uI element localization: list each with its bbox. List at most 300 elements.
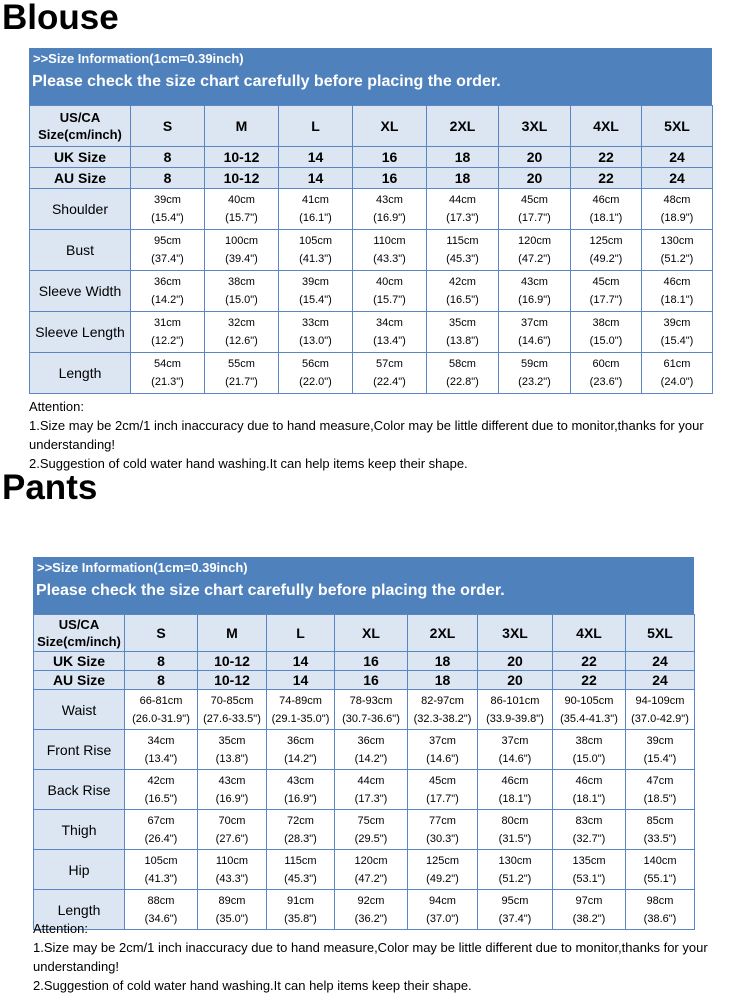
blouse-cm-value: 39cm xyxy=(663,317,691,329)
blouse-measure-cell xyxy=(499,353,571,394)
pants-cm-value: 37cm xyxy=(501,734,529,747)
pants-cm-value: 78-93cm xyxy=(349,694,393,707)
blouse-cm-value: 59cm xyxy=(521,358,548,370)
blouse-measure-cell xyxy=(571,230,642,271)
pants-cm-value: 46cm xyxy=(575,774,603,787)
pants-inch-value: (17.3") xyxy=(354,792,388,805)
blouse-cm-value: 120cm xyxy=(517,235,552,247)
blouse-attention-1: 1.Size may be 2cm/1 inch inaccuracy due to hand measure,Color may be little different due to monitor,thanks for your understanding! xyxy=(29,418,704,452)
pants-inch-value: (13.8") xyxy=(215,752,249,765)
blouse-uk-size: 22 xyxy=(571,147,642,168)
pants-cm-value: 38cm xyxy=(575,734,603,747)
blouse-inch-value: (15.4") xyxy=(299,294,332,306)
blouse-cm-value: 39cm xyxy=(302,276,329,288)
blouse-cm-value: 45cm xyxy=(592,276,620,288)
pants-measure-cell xyxy=(478,770,553,810)
pants-cm-value: 39cm xyxy=(646,734,674,747)
blouse-cm-value: 43cm xyxy=(521,276,548,288)
pants-au-label: AU Size xyxy=(34,671,125,690)
blouse-au-size: 18 xyxy=(427,168,499,189)
pants-measure-cell xyxy=(198,690,267,730)
pants-inch-value: (14.6") xyxy=(498,752,532,765)
blouse-au-size: 20 xyxy=(499,168,571,189)
pants-banner xyxy=(33,557,694,614)
pants-cm-value: 37cm xyxy=(429,734,456,747)
pants-measure-cell xyxy=(553,770,626,810)
blouse-measure-cell xyxy=(279,230,353,271)
pants-cm-value: 135cm xyxy=(572,854,606,867)
pants-inch-value: (28.3") xyxy=(284,832,317,845)
pants-measure-row xyxy=(34,770,695,810)
pants-uk-size: 22 xyxy=(553,652,626,671)
pants-attention-1: 1.Size may be 2cm/1 inch inaccuracy due to hand measure,Color may be little different due to monitor,thanks for your understanding! xyxy=(33,940,708,974)
blouse-measure-label: Sleeve Width xyxy=(30,271,131,312)
pants-inch-value: (37.4") xyxy=(498,912,532,925)
blouse-table xyxy=(29,105,713,394)
blouse-measure-cell xyxy=(353,189,427,230)
pants-measure-cell xyxy=(626,810,695,850)
pants-measure-label: Front Rise xyxy=(34,730,125,770)
blouse-cm-value: 40cm xyxy=(228,194,255,206)
blouse-measure-cell xyxy=(642,189,713,230)
blouse-cm-value: 44cm xyxy=(449,194,476,206)
pants-measure-cell xyxy=(267,770,335,810)
blouse-inch-value: (22.4") xyxy=(373,376,406,388)
pants-inch-value: (18.5") xyxy=(643,792,677,805)
blouse-inch-value: (13.8") xyxy=(446,335,479,347)
blouse-measure-cell xyxy=(131,189,205,230)
pants-cm-value: 82-97cm xyxy=(421,694,464,707)
pants-cm-value: 67cm xyxy=(147,814,175,827)
pants-measure-cell xyxy=(198,730,267,770)
blouse-inch-value: (15.7") xyxy=(373,294,406,306)
blouse-au-size: 8 xyxy=(131,168,205,189)
blouse-cm-value: 60cm xyxy=(592,358,620,370)
blouse-cm-value: 100cm xyxy=(224,235,259,247)
blouse-inch-value: (21.3") xyxy=(151,376,184,388)
pants-cm-value: 45cm xyxy=(429,774,456,787)
pants-au-size: 20 xyxy=(478,671,553,690)
pants-measure-cell xyxy=(335,850,408,890)
pants-measure-cell xyxy=(626,690,695,730)
blouse-cm-value: 35cm xyxy=(449,317,476,329)
blouse-au-size: 10-12 xyxy=(205,168,279,189)
blouse-measure-cell xyxy=(427,312,499,353)
pants-measure-cell xyxy=(408,770,478,810)
blouse-measure-cell xyxy=(499,312,571,353)
pants-measure-cell xyxy=(125,690,198,730)
pants-size-4xl: 4XL xyxy=(553,615,626,652)
blouse-cm-value: 46cm xyxy=(592,194,620,206)
pants-measure-cell xyxy=(553,730,626,770)
pants-uk-size: 10-12 xyxy=(198,652,267,671)
pants-measure-cell xyxy=(267,850,335,890)
blouse-inch-value: (24.0") xyxy=(660,376,694,388)
blouse-measure-cell xyxy=(353,353,427,394)
blouse-measure-cell xyxy=(499,189,571,230)
pants-size-5xl: 5XL xyxy=(626,615,695,652)
pants-cm-value: 95cm xyxy=(501,894,529,907)
blouse-measure-cell xyxy=(131,353,205,394)
blouse-cm-value: 58cm xyxy=(449,358,476,370)
pants-inch-value: (47.2") xyxy=(354,872,388,885)
pants-size-3xl: 3XL xyxy=(478,615,553,652)
blouse-cm-value: 40cm xyxy=(376,276,403,288)
blouse-cm-value: 41cm xyxy=(302,194,329,206)
blouse-au-size: 22 xyxy=(571,168,642,189)
pants-measure-cell xyxy=(553,810,626,850)
pants-uk-size: 20 xyxy=(478,652,553,671)
blouse-inch-value: (15.0") xyxy=(589,335,623,347)
blouse-cm-value: 36cm xyxy=(154,276,181,288)
blouse-measure-cell xyxy=(131,312,205,353)
blouse-inch-value: (47.2") xyxy=(518,253,551,265)
blouse-cm-value: 61cm xyxy=(663,358,691,370)
pants-inch-value: (15.4") xyxy=(643,752,677,765)
pants-au-size: 16 xyxy=(335,671,408,690)
blouse-measure-cell xyxy=(205,189,279,230)
pants-inch-value: (45.3") xyxy=(284,872,317,885)
pants-inch-value: (16.5") xyxy=(144,792,178,805)
blouse-attention-2: 2.Suggestion of cold water hand washing.It can help items keep their shape. xyxy=(29,456,468,471)
blouse-measure-cell xyxy=(205,230,279,271)
blouse-inch-value: (14.2") xyxy=(151,294,184,306)
pants-cm-value: 74-89cm xyxy=(279,694,322,707)
blouse-banner xyxy=(29,48,712,105)
blouse-size-5xl: 5XL xyxy=(642,106,713,147)
pants-inch-value: (14.2") xyxy=(354,752,388,765)
pants-cm-value: 120cm xyxy=(354,854,388,867)
pants-size-xl: XL xyxy=(335,615,408,652)
pants-measure-cell xyxy=(335,770,408,810)
pants-inch-value: (30.3") xyxy=(426,832,459,845)
blouse-measure-cell xyxy=(642,312,713,353)
blouse-measure-row xyxy=(30,312,713,353)
pants-cm-value: 140cm xyxy=(643,854,677,867)
pants-inch-value: (17.7") xyxy=(426,792,459,805)
blouse-measure-cell xyxy=(571,271,642,312)
pants-measure-cell xyxy=(626,770,695,810)
blouse-size-3xl: 3XL xyxy=(499,106,571,147)
pants-au-size: 10-12 xyxy=(198,671,267,690)
blouse-inch-value: (41.3") xyxy=(299,253,332,265)
blouse-size-m: M xyxy=(205,106,279,147)
pants-measure-cell xyxy=(408,690,478,730)
blouse-cm-value: 54cm xyxy=(154,358,181,370)
blouse-cm-value: 31cm xyxy=(154,317,181,329)
pants-measure-cell xyxy=(267,810,335,850)
pants-cm-value: 91cm xyxy=(287,894,314,907)
blouse-uk-row xyxy=(30,147,713,168)
blouse-size-chart xyxy=(29,48,712,394)
blouse-measure-cell xyxy=(427,353,499,394)
pants-inch-value: (35.8") xyxy=(284,912,317,925)
pants-measure-row xyxy=(34,810,695,850)
blouse-inch-value: (16.1") xyxy=(299,212,332,224)
pants-cm-value: 94-109cm xyxy=(635,694,685,707)
pants-inch-value: (13.4") xyxy=(144,752,178,765)
pants-header-row xyxy=(34,615,695,652)
blouse-cm-value: 105cm xyxy=(298,235,333,247)
pants-inch-value: (18.1") xyxy=(572,792,606,805)
pants-cm-value: 70-85cm xyxy=(210,694,254,707)
pants-cm-value: 36cm xyxy=(287,734,314,747)
pants-au-size: 22 xyxy=(553,671,626,690)
blouse-measure-cell xyxy=(131,271,205,312)
pants-measure-cell xyxy=(478,850,553,890)
blouse-measure-row xyxy=(30,189,713,230)
pants-au-size: 18 xyxy=(408,671,478,690)
pants-measure-cell xyxy=(335,810,408,850)
pants-measure-cell xyxy=(553,690,626,730)
pants-measure-cell xyxy=(267,690,335,730)
pants-inch-value: (35.4-41.3") xyxy=(560,712,618,725)
pants-cm-value: 43cm xyxy=(218,774,246,787)
blouse-inch-value: (14.6") xyxy=(518,335,551,347)
pants-cm-value: 98cm xyxy=(646,894,674,907)
blouse-inch-value: (17.7") xyxy=(589,294,623,306)
blouse-cm-value: 33cm xyxy=(302,317,329,329)
pants-cm-value: 92cm xyxy=(357,894,385,907)
blouse-inch-value: (22.8") xyxy=(446,376,479,388)
pants-measure-cell xyxy=(553,850,626,890)
blouse-uk-size: 8 xyxy=(131,147,205,168)
pants-size-info: >>Size Information(1cm=0.39inch) xyxy=(37,560,248,575)
pants-inch-value: (27.6") xyxy=(215,832,249,845)
pants-measure-cell xyxy=(408,810,478,850)
pants-measure-cell xyxy=(125,730,198,770)
blouse-au-row xyxy=(30,168,713,189)
pants-cm-value: 110cm xyxy=(215,854,249,867)
pants-cm-value: 88cm xyxy=(147,894,175,907)
pants-uk-size: 14 xyxy=(267,652,335,671)
blouse-inch-value: (12.6") xyxy=(225,335,258,347)
pants-uk-label: UK Size xyxy=(34,652,125,671)
pants-inch-value: (16.9") xyxy=(284,792,317,805)
blouse-measure-cell xyxy=(353,230,427,271)
pants-inch-value: (38.6") xyxy=(643,912,677,925)
pants-measure-label: Length xyxy=(34,890,125,930)
blouse-au-size: 24 xyxy=(642,168,713,189)
pants-inch-value: (33.9-39.8") xyxy=(486,712,544,725)
pants-uk-row xyxy=(34,652,695,671)
pants-measure-cell xyxy=(626,730,695,770)
blouse-size-2xl: 2XL xyxy=(427,106,499,147)
blouse-measure-cell xyxy=(427,189,499,230)
pants-inch-value: (32.7") xyxy=(572,832,606,845)
blouse-attention-title: Attention: xyxy=(29,399,84,414)
blouse-notice: Please check the size chart carefully before placing the order. xyxy=(32,73,501,90)
blouse-inch-value: (12.2") xyxy=(151,335,184,347)
pants-measure-cell xyxy=(478,810,553,850)
blouse-measure-cell xyxy=(353,271,427,312)
blouse-size-4xl: 4XL xyxy=(571,106,642,147)
blouse-inch-value: (15.7") xyxy=(225,212,258,224)
blouse-inch-value: (21.7") xyxy=(225,376,258,388)
blouse-cm-value: 95cm xyxy=(154,235,181,247)
pants-size-l: L xyxy=(267,615,335,652)
blouse-cm-value: 57cm xyxy=(376,358,403,370)
blouse-header-row xyxy=(30,106,713,147)
pants-measure-cell xyxy=(125,810,198,850)
pants-attention-title: Attention: xyxy=(33,921,88,936)
pants-inch-value: (29.5") xyxy=(354,832,388,845)
blouse-inch-value: (17.3") xyxy=(446,212,479,224)
blouse-uk-size: 14 xyxy=(279,147,353,168)
blouse-cm-value: 130cm xyxy=(660,235,694,247)
blouse-measure-cell xyxy=(279,312,353,353)
pants-measure-cell xyxy=(408,730,478,770)
pants-cm-value: 89cm xyxy=(218,894,246,907)
blouse-inch-value: (37.4") xyxy=(151,253,184,265)
pants-inch-value: (27.6-33.5") xyxy=(203,712,261,725)
blouse-measure-cell xyxy=(571,353,642,394)
pants-measure-cell xyxy=(267,730,335,770)
pants-cm-value: 85cm xyxy=(646,814,674,827)
pants-size-s: S xyxy=(125,615,198,652)
blouse-inch-value: (23.2") xyxy=(518,376,551,388)
pants-measure-label: Waist xyxy=(34,690,125,730)
blouse-measure-cell xyxy=(279,271,353,312)
pants-inch-value: (35.0") xyxy=(215,912,249,925)
pants-inch-value: (55.1") xyxy=(643,872,677,885)
pants-inch-value: (15.0") xyxy=(572,752,606,765)
blouse-measure-cell xyxy=(642,230,713,271)
blouse-inch-value: (49.2") xyxy=(589,253,623,265)
blouse-measure-label: Shoulder xyxy=(30,189,131,230)
blouse-measure-row xyxy=(30,353,713,394)
blouse-cm-value: 48cm xyxy=(663,194,691,206)
pants-measure-cell xyxy=(478,730,553,770)
blouse-measure-cell xyxy=(279,189,353,230)
pants-table xyxy=(33,614,695,930)
blouse-measure-cell xyxy=(205,271,279,312)
pants-measure-row xyxy=(34,850,695,890)
blouse-inch-value: (13.0") xyxy=(299,335,332,347)
pants-cm-value: 125cm xyxy=(425,854,460,867)
blouse-cm-value: 37cm xyxy=(521,317,548,329)
blouse-au-size: 16 xyxy=(353,168,427,189)
blouse-measure-row xyxy=(30,230,713,271)
pants-cm-value: 46cm xyxy=(501,774,529,787)
pants-inch-value: (31.5") xyxy=(498,832,532,845)
pants-measure-cell xyxy=(408,850,478,890)
blouse-uk-size: 10-12 xyxy=(205,147,279,168)
pants-inch-value: (37.0-42.9") xyxy=(631,712,689,725)
blouse-measure-cell xyxy=(642,353,713,394)
blouse-measure-label: Bust xyxy=(30,230,131,271)
blouse-uk-size: 18 xyxy=(427,147,499,168)
pants-cm-value: 47cm xyxy=(646,774,674,787)
blouse-inch-value: (17.7") xyxy=(518,212,551,224)
pants-inch-value: (26.4") xyxy=(144,832,178,845)
pants-measure-label: Thigh xyxy=(34,810,125,850)
pants-inch-value: (49.2") xyxy=(426,872,459,885)
blouse-inch-value: (43.3") xyxy=(373,253,406,265)
pants-notice: Please check the size chart carefully before placing the order. xyxy=(36,582,505,599)
blouse-measure-cell xyxy=(499,230,571,271)
blouse-measure-cell xyxy=(279,353,353,394)
pants-uk-size: 18 xyxy=(408,652,478,671)
blouse-inch-value: (18.9") xyxy=(660,212,694,224)
blouse-au-label: AU Size xyxy=(30,168,131,189)
pants-uk-size: 8 xyxy=(125,652,198,671)
blouse-size-s: S xyxy=(131,106,205,147)
pants-cm-value: 77cm xyxy=(429,814,456,827)
pants-inch-value: (16.9") xyxy=(215,792,249,805)
blouse-header-label: US/CA Size(cm/inch) xyxy=(30,106,131,147)
blouse-measure-label: Sleeve Length xyxy=(30,312,131,353)
blouse-measure-cell xyxy=(571,189,642,230)
blouse-uk-size: 20 xyxy=(499,147,571,168)
blouse-cm-value: 56cm xyxy=(302,358,329,370)
blouse-cm-value: 45cm xyxy=(521,194,548,206)
blouse-measure-cell xyxy=(131,230,205,271)
blouse-inch-value: (51.2") xyxy=(660,253,694,265)
pants-size-m: M xyxy=(198,615,267,652)
blouse-inch-value: (18.1") xyxy=(660,294,694,306)
pants-measure-row xyxy=(34,690,695,730)
pants-measure-label: Back Rise xyxy=(34,770,125,810)
blouse-inch-value: (15.0") xyxy=(225,294,258,306)
pants-cm-value: 72cm xyxy=(287,814,314,827)
pants-cm-value: 42cm xyxy=(147,774,175,787)
pants-measure-cell xyxy=(335,690,408,730)
pants-inch-value: (41.3") xyxy=(144,872,178,885)
blouse-cm-value: 115cm xyxy=(446,235,479,247)
blouse-cm-value: 46cm xyxy=(663,276,691,288)
pants-inch-value: (18.1") xyxy=(498,792,532,805)
blouse-measure-cell xyxy=(427,271,499,312)
pants-inch-value: (37.0") xyxy=(426,912,459,925)
blouse-uk-size: 16 xyxy=(353,147,427,168)
blouse-inch-value: (15.4") xyxy=(151,212,184,224)
blouse-measure-label: Length xyxy=(30,353,131,394)
pants-measure-row xyxy=(34,730,695,770)
blouse-inch-value: (15.4") xyxy=(660,335,694,347)
pants-cm-value: 105cm xyxy=(144,854,178,867)
pants-uk-size: 24 xyxy=(626,652,695,671)
blouse-inch-value: (16.9") xyxy=(518,294,551,306)
blouse-cm-value: 55cm xyxy=(228,358,255,370)
blouse-inch-value: (45.3") xyxy=(446,253,479,265)
pants-measure-cell xyxy=(626,850,695,890)
blouse-size-xl: XL xyxy=(353,106,427,147)
pants-inch-value: (32.3-38.2") xyxy=(413,712,472,725)
pants-inch-value: (29.1-35.0") xyxy=(271,712,330,725)
pants-measure-cell xyxy=(478,690,553,730)
blouse-cm-value: 125cm xyxy=(589,235,623,247)
pants-au-size: 8 xyxy=(125,671,198,690)
pants-cm-value: 70cm xyxy=(218,814,246,827)
pants-attention-2: 2.Suggestion of cold water hand washing.It can help items keep their shape. xyxy=(33,978,472,993)
pants-measure-cell xyxy=(198,810,267,850)
pants-inch-value: (30.7-36.6") xyxy=(342,712,400,725)
blouse-size-l: L xyxy=(279,106,353,147)
pants-cm-value: 130cm xyxy=(498,854,532,867)
pants-header-label: US/CA Size(cm/inch) xyxy=(34,615,125,652)
pants-inch-value: (34.6") xyxy=(144,912,178,925)
blouse-cm-value: 42cm xyxy=(449,276,476,288)
blouse-size-info: >>Size Information(1cm=0.39inch) xyxy=(33,51,244,66)
pants-cm-value: 97cm xyxy=(575,894,603,907)
pants-au-size: 14 xyxy=(267,671,335,690)
pants-cm-value: 43cm xyxy=(287,774,314,787)
pants-inch-value: (38.2") xyxy=(572,912,606,925)
pants-au-row xyxy=(34,671,695,690)
blouse-cm-value: 32cm xyxy=(228,317,255,329)
pants-cm-value: 83cm xyxy=(575,814,603,827)
